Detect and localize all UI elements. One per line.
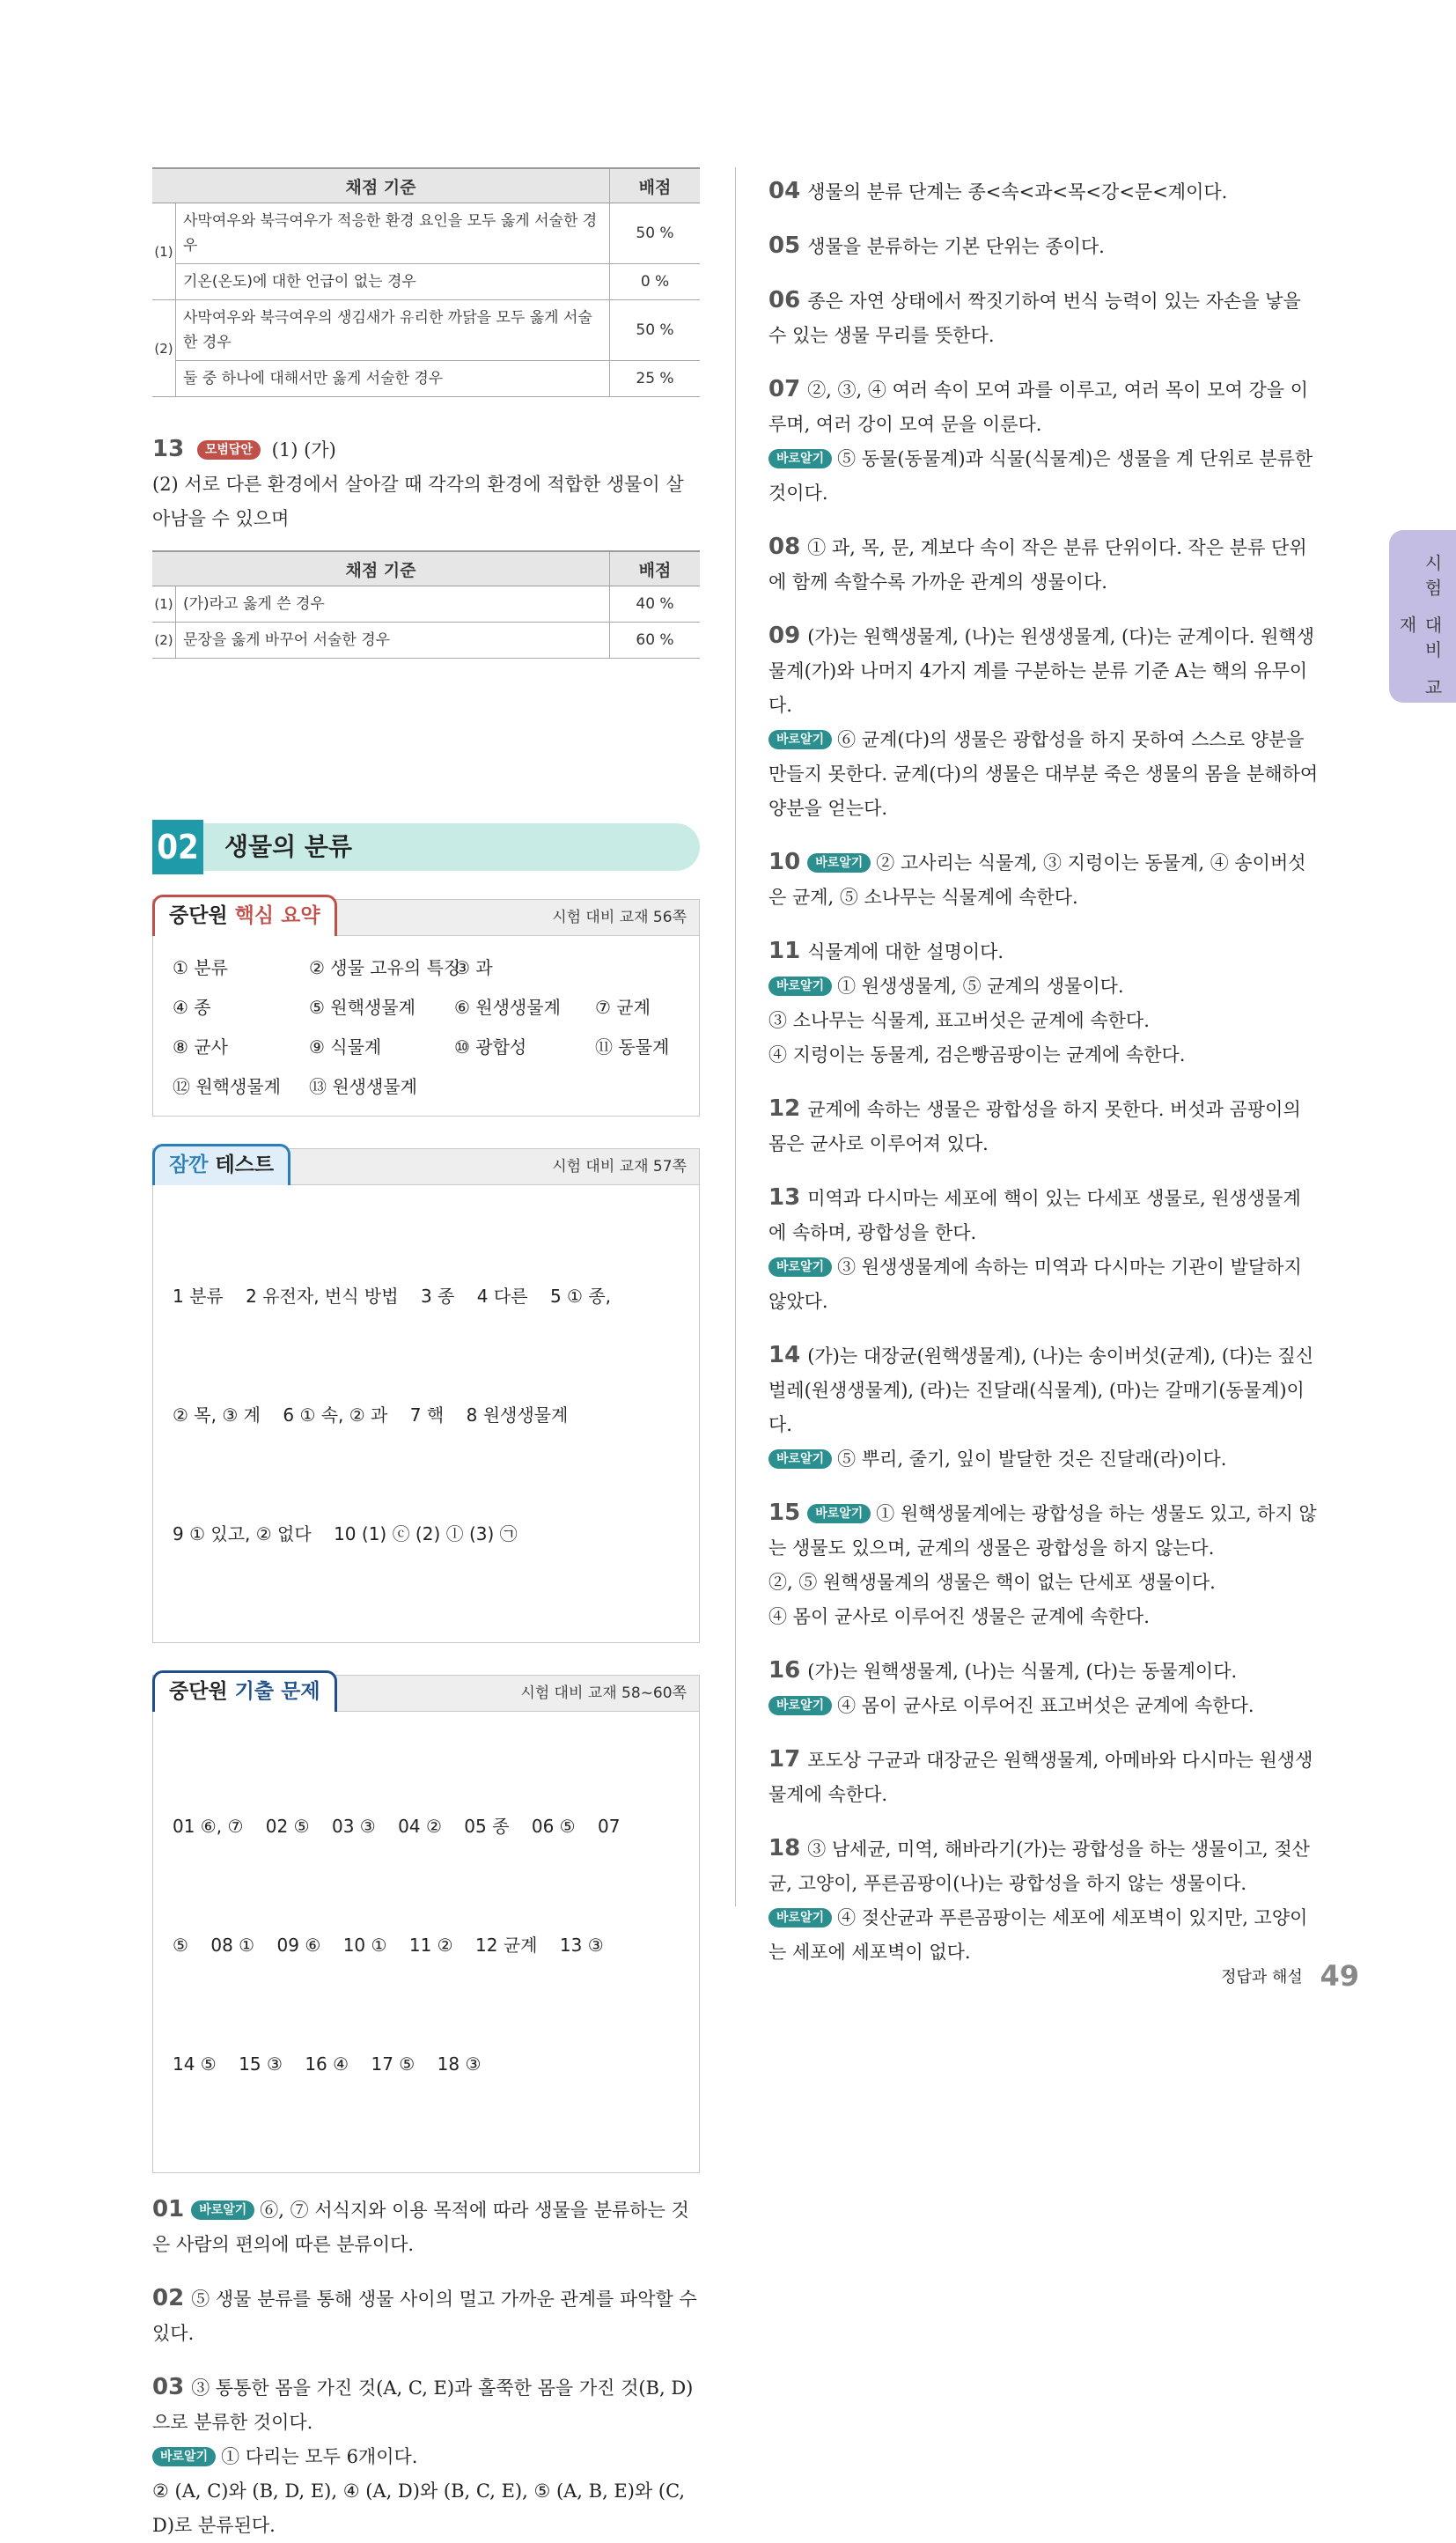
answer-line: 14 ⑤ 15 ③ 16 ④ 17 ⑤ 18 ③ (173, 2053, 482, 2075)
answer-item (768, 530, 1319, 600)
explanation-text: ① 과, 목, 문, 계보다 속이 작은 분류 단위이다. 작은 분류 단위에 함께 속할수록 가까운 관계의 생물이다. (768, 537, 1307, 593)
explanation-text: 식물계에 대한 설명이다. (807, 941, 1004, 962)
criteria-text: 문장을 옳게 바꾸어 서술한 경우 (176, 623, 610, 659)
section-number: 02 (152, 820, 203, 874)
score-value: 50 % (610, 203, 701, 264)
summary-item: ⑦ 균계 (595, 997, 651, 1018)
answer-line: ② 목, ③ 계 6 ① 속, ② 과 7 핵 8 원생생물계 (173, 1404, 569, 1426)
table-row (152, 361, 700, 397)
left-column (152, 167, 700, 2543)
answer-item (768, 1092, 1319, 1161)
summary-item: ⑩ 광합성 (454, 1036, 527, 1058)
answer-item (768, 229, 1319, 264)
grading-header-criteria: 채점 기준 (152, 168, 610, 203)
answer-line: 9 ① 있고, ② 없다 10 (1) ⓒ (2) ⓛ (3) ㉠ (173, 1523, 518, 1544)
summary-item (454, 1067, 595, 1107)
table-row (152, 300, 700, 361)
score-value: 25 % (610, 361, 701, 397)
correction-badge: 바로알기 (768, 449, 832, 468)
explanation-text: ⑥ 균계(다)의 생물은 광합성을 하지 못하여 스스로 양분을 만들지 못한다. 균계(다)의 생물은 대부분 죽은 생물의 몸을 분해하여 양분을 얻는다. (768, 729, 1319, 819)
question-number: 03 (152, 2374, 185, 2400)
criteria-text: 기온(온도)에 대한 언급이 없는 경우 (176, 264, 610, 300)
answer-item (768, 619, 1319, 826)
answer-item (768, 1654, 1319, 1723)
question-number: 13 (152, 436, 185, 462)
question-number: 08 (768, 534, 801, 560)
criteria-text: 둘 중 하나에 대해서만 옳게 서술한 경우 (176, 361, 610, 397)
textbook-reference: 시험 대비 교재 58~60쪽 (520, 1684, 687, 1702)
question-number: 16 (768, 1657, 801, 1684)
grading-header-score: 배점 (610, 551, 701, 586)
side-tab-label: 시험 대비 교재 (1396, 553, 1443, 703)
explanation-text: ③ 통통한 몸을 가진 것(A, C, E)과 홀쭉한 몸을 가진 것(B, D)으로 분류한 것이다. (152, 2377, 694, 2433)
score-value: 0 % (610, 264, 701, 300)
summary-item: ⑫ 원핵생물계 (173, 1076, 281, 1097)
left-answer-list (152, 2193, 700, 2543)
table-row (152, 586, 700, 623)
answer-item (152, 2193, 700, 2262)
right-answer-list (768, 174, 1319, 1970)
summary-item: ② 생물 고유의 특징 (309, 957, 461, 978)
explanation-text: 종은 자연 상태에서 짝짓기하여 번식 능력이 있는 자손을 낳을 수 있는 생물 무리를 뜻한다. (768, 291, 1301, 346)
model-answer-badge: 모범답안 (197, 440, 261, 460)
explanation-text: ⑤ 동물(동물계)과 식물(식물계)은 생물을 계 단위로 분류한 것이다. (768, 448, 1313, 504)
box-header (153, 900, 699, 936)
question-number: 12 (768, 1095, 801, 1122)
summary-item: ⑬ 원생생물계 (309, 1076, 417, 1097)
criteria-text: 사막여우와 북극여우의 생김새가 유리한 까닭을 모두 옳게 서술한 경우 (176, 300, 610, 361)
answer-item (768, 845, 1319, 915)
correction-badge: 바로알기 (807, 1504, 871, 1523)
box-header (153, 1676, 699, 1712)
explanation-text: (가)는 원핵생물계, (나)는 원생생물계, (다)는 균계이다. 원핵생물계(가)와 나머지 4가지 계를 구분하는 분류 기준 A는 핵의 유무이다. (768, 626, 1314, 716)
explanation-text: 생물을 분류하는 기본 단위는 종이다. (807, 236, 1105, 257)
row-number: (2) (152, 300, 176, 397)
box-tab-label: 중단원 (169, 904, 228, 927)
explanation-text: ③ 소나무는 식물계, 표고버섯은 균계에 속한다. (768, 1010, 1150, 1031)
summary-item: ① 분류 (173, 957, 228, 978)
answer-item (768, 1181, 1319, 1319)
summary-item (595, 1067, 701, 1107)
summary-item: ⑪ 동물계 (595, 1036, 670, 1058)
correction-badge: 바로알기 (768, 977, 832, 996)
explanation-text: ④ 지렁이는 동물계, 검은빵곰팡이는 균계에 속한다. (768, 1044, 1186, 1065)
section-title: 생물의 분류 (224, 832, 352, 861)
question-number: 11 (768, 938, 801, 964)
answer-item (152, 2370, 700, 2543)
table-row (152, 264, 700, 300)
row-number: (2) (152, 623, 176, 659)
explanation-text: ① 다리는 모두 6개이다. (221, 2446, 418, 2467)
textbook-reference: 시험 대비 교재 57쪽 (552, 1158, 687, 1176)
explanation-text: ① 원생생물계, ⑤ 균계의 생물이다. (837, 976, 1124, 997)
box-tab-label-accent: 잠깐 (169, 1154, 209, 1176)
quick-test-box (152, 1148, 700, 1643)
textbook-reference: 시험 대비 교재 56쪽 (552, 909, 687, 926)
question-number: 04 (768, 178, 801, 204)
summary-item: ⑧ 균사 (173, 1036, 228, 1058)
question-number: 14 (768, 1342, 801, 1368)
row-number: (1) (152, 203, 176, 300)
summary-item: ④ 종 (173, 997, 211, 1018)
footer-label: 정답과 해설 (1221, 1968, 1303, 1986)
table-row (152, 623, 700, 659)
answer-line: 1 분류 2 유전자, 번식 방법 3 종 4 다른 5 ① 종, (173, 1286, 612, 1307)
box-tab-label-accent: 기출 문제 (234, 1680, 320, 1703)
section-header (152, 823, 700, 871)
explanation-text: ⑤ 뿌리, 줄기, 잎이 발달한 것은 진달래(라)이다. (837, 1448, 1227, 1470)
question-number: 01 (152, 2196, 185, 2222)
box-tab (152, 895, 337, 936)
correction-badge: 바로알기 (768, 1449, 832, 1469)
box-tab (152, 1144, 290, 1185)
table-row (152, 203, 700, 264)
explanation-text: 균계에 속하는 생물은 광합성을 하지 못한다. 버섯과 곰팡이의 몸은 균사로 이루어져 있다. (768, 1099, 1301, 1154)
grading-header-criteria: 채점 기준 (152, 551, 610, 586)
page-number: 49 (1320, 1959, 1359, 1993)
score-value: 40 % (610, 586, 701, 623)
correction-badge: 바로알기 (807, 853, 871, 873)
score-value: 50 % (610, 300, 701, 361)
criteria-text: (가)라고 옳게 쓴 경우 (176, 586, 610, 623)
summary-item (595, 948, 701, 988)
explanation-text: ⑥, ⑦ 서식지와 이용 목적에 따라 생물을 분류하는 것은 사람의 편의에 따른 분류이다. (152, 2200, 689, 2255)
question-number: 07 (768, 376, 801, 402)
correction-badge: 바로알기 (768, 1908, 832, 1928)
answer-item (768, 1338, 1319, 1477)
criteria-text: 사막여우와 북극여우가 적응한 환경 요인을 모두 옳게 서술한 경우 (176, 203, 610, 264)
answer-line: ⑤ 08 ① 09 ⑥ 10 ① 11 ② 12 균계 13 ③ (173, 1935, 604, 1956)
side-tab (1389, 530, 1456, 703)
answer-item (768, 1496, 1319, 1634)
explanation-text: ④ 몸이 균사로 이루어진 생물은 균계에 속한다. (768, 1606, 1150, 1627)
explanation-text: ②, ③, ④ 여러 속이 모여 과를 이루고, 여러 목이 모여 강을 이루며, 여러 강이 모여 문을 이룬다. (768, 380, 1309, 435)
summary-item: ⑥ 원생생물계 (454, 997, 561, 1018)
explanation-text: 포도상 구균과 대장균은 원핵생물계, 아메바와 다시마는 원생생물계에 속한다. (768, 1750, 1313, 1805)
column-divider (735, 167, 736, 1906)
grading-table-1 (152, 167, 700, 397)
question-number: 10 (768, 849, 801, 875)
explanation-text: 생물의 분류 단계는 종<속<과<목<강<문<계이다. (807, 181, 1228, 203)
answer-part-2: (2) 서로 다른 환경에서 살아갈 때 각각의 환경에 적합한 생물이 살아남을 수 있으며 (152, 474, 684, 529)
answer-item (768, 372, 1319, 511)
correction-badge: 바로알기 (191, 2200, 254, 2220)
answer-item (152, 2281, 700, 2351)
box-header (153, 1149, 699, 1185)
correction-badge: 바로알기 (768, 730, 832, 749)
explanation-text: (가)는 원핵생물계, (나)는 식물계, (다)는 동물계이다. (807, 1661, 1238, 1682)
explanation-text: ④ 몸이 균사로 이루어진 표고버섯은 균계에 속한다. (837, 1695, 1254, 1716)
explanation-text: ③ 원생생물계에 속하는 미역과 다시마는 기관이 발달하지 않았다. (768, 1257, 1302, 1312)
summary-item: ③ 과 (454, 957, 493, 978)
summary-list (173, 948, 678, 1107)
question-number: 02 (152, 2285, 185, 2311)
question-number: 06 (768, 287, 801, 313)
score-value: 60 % (610, 623, 701, 659)
explanation-text: 미역과 다시마는 세포에 핵이 있는 다세포 생물로, 원생생물계에 속하며, 광합성을 한다. (768, 1188, 1301, 1243)
explanation-text: ⑤ 생물 분류를 통해 생물 사이의 멀고 가까운 관계를 파악할 수 있다. (152, 2289, 697, 2344)
question-number: 18 (768, 1835, 801, 1861)
row-number: (1) (152, 586, 176, 623)
explanation-text: ③ 남세균, 미역, 해바라기(가)는 광합성을 하는 생물이고, 젖산균, 고양이, 푸른곰팡이(나)는 광합성을 하지 않는 생물이다. (768, 1839, 1310, 1894)
correction-badge: 바로알기 (768, 1257, 832, 1277)
answer-line: 01 ⑥, ⑦ 02 ⑤ 03 ③ 04 ② 05 종 06 ⑤ 07 (173, 1816, 621, 1837)
answer-item (768, 174, 1319, 210)
question-number: 13 (768, 1184, 801, 1211)
core-summary-box (152, 899, 700, 1117)
question-number: 09 (768, 623, 801, 649)
box-tab-label-accent: 핵심 요약 (234, 904, 320, 927)
question-number: 05 (768, 232, 801, 259)
answer-item (768, 934, 1319, 1072)
question-13-model-answer (152, 432, 700, 536)
grading-table-2 (152, 550, 700, 659)
answer-part-1: (1) (가) (271, 439, 336, 461)
explanation-text: (가)는 대장균(원핵생물계), (나)는 송이버섯(균계), (다)는 짚신벌레(원생생물계), (라)는 진달래(식물계), (마)는 갈매기(동물계)이다. (768, 1345, 1314, 1435)
answer-item (768, 284, 1319, 353)
explanation-text: ② (A, C)와 (B, D, E), ④ (A, D)와 (B, C, E), ⑤ (A, B, E)와 (C, D)로 분류된다. (152, 2480, 686, 2536)
grading-header-score: 배점 (610, 168, 701, 203)
correction-badge: 바로알기 (152, 2447, 216, 2466)
correction-badge: 바로알기 (768, 1696, 832, 1715)
question-number: 17 (768, 1746, 801, 1773)
explanation-text: ② 고사리는 식물계, ③ 지렁이는 동물계, ④ 송이버섯은 균계, ⑤ 소나무는 식물계에 속한다. (768, 852, 1306, 908)
answer-item (768, 1743, 1319, 1812)
box-tab-label: 테스트 (215, 1154, 275, 1176)
past-exam-box (152, 1675, 700, 2173)
explanation-text: ②, ⑤ 원핵생물계의 생물은 핵이 없는 단세포 생물이다. (768, 1572, 1216, 1593)
page-footer (1221, 1959, 1359, 1993)
explanation-text: ④ 젖산균과 푸른곰팡이는 세포에 세포벽이 있지만, 고양이는 세포에 세포벽이 없다. (768, 1907, 1308, 1963)
summary-item: ⑤ 원핵생물계 (309, 997, 415, 1018)
summary-item: ⑨ 식물계 (309, 1036, 382, 1058)
explanation-text: ① 원핵생물계에는 광합성을 하는 생물도 있고, 하지 않는 생물도 있으며, 균계의 생물은 광합성을 하지 않는다. (768, 1503, 1317, 1559)
right-column (768, 155, 1319, 1970)
answer-item (768, 1832, 1319, 1970)
question-number: 15 (768, 1500, 801, 1526)
box-tab (152, 1670, 337, 1712)
box-tab-label: 중단원 (169, 1680, 228, 1703)
